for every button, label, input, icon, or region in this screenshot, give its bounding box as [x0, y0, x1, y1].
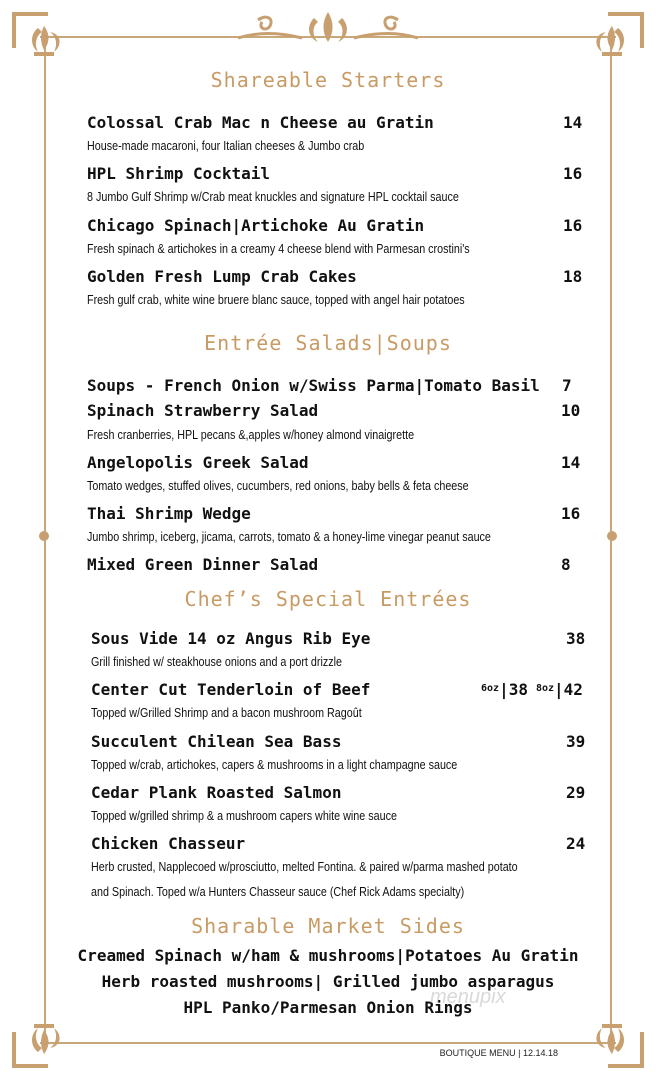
menu-item-price: 8 — [561, 555, 571, 574]
menu-item-description: Tomato wedges, stuffed olives, cucumbers, red onions, baby bells & feta cheese — [87, 479, 469, 493]
menu-item-name: Thai Shrimp Wedge — [87, 504, 251, 523]
menu-item-description: Topped w/crab, artichokes, capers & mushrooms in a light champagne sauce — [91, 758, 458, 772]
menu-item-description: Topped w/Grilled Shrimp and a bacon mushroom Ragoût — [91, 706, 362, 720]
menu-item-name: Soups - French Onion w/Swiss Parma|Tomato Basil — [87, 376, 540, 395]
scroll-ornament-icon — [218, 8, 438, 52]
size-price: |42 — [554, 680, 583, 699]
menu-item-description: 8 Jumbo Gulf Shrimp w/Crab meat knuckles and signature HPL cocktail sauce — [87, 190, 459, 204]
menu-item-description: Herb crusted, Napplecoed w/prosciutto, melted Fontina. & paired w/parma mashed potato — [91, 860, 518, 874]
section-title-chefs-specials: Chef’s Special Entrées — [184, 587, 472, 611]
menu-item-price: 24 — [566, 834, 586, 853]
menu-item-description: Fresh spinach & artichokes in a creamy 4 cheese blend with Parmesan crostini's — [87, 242, 470, 256]
menu-item-name: Sous Vide 14 oz Angus Rib Eye — [91, 629, 371, 648]
menu-item-price: 16 — [563, 216, 583, 235]
side-dot-ornament — [607, 531, 617, 541]
menu-item-description: Fresh cranberries, HPL pecans &,apples w/honey almond vinaigrette — [87, 428, 415, 442]
menu-item-name: HPL Shrimp Cocktail — [87, 164, 271, 183]
menu-item-price: 29 — [566, 783, 586, 802]
menu-item-price: 16 — [563, 164, 583, 183]
side-dot-ornament — [39, 531, 49, 541]
side-dish-line: Herb roasted mushrooms| Grilled jumbo asparagus — [101, 972, 555, 991]
menu-item-description: House-made macaroni, four Italian cheeses & Jumbo crab — [87, 139, 365, 153]
menu-item-name: Center Cut Tenderloin of Beef — [91, 680, 371, 699]
menu-item-description: and Spinach. Toped w/a Hunters Chasseur sauce (Chef Rick Adams specialty) — [91, 885, 465, 899]
watermark-text: menupix — [430, 986, 506, 1008]
menu-item-price: 16 — [561, 504, 581, 523]
menu-item-price: 7 — [562, 376, 572, 395]
section-title-salads-soups: Entrée Salads|Soups — [204, 331, 452, 355]
menu-item-name: Spinach Strawberry Salad — [87, 401, 319, 420]
size-label: 8oz — [535, 683, 555, 694]
menu-item-price: 14 — [561, 453, 581, 472]
menu-item-price: 38 — [566, 629, 586, 648]
menu-item-price: 18 — [563, 267, 583, 286]
side-dish-line: Creamed Spinach w/ham & mushrooms|Potatoes Au Gratin — [77, 946, 579, 965]
footer-label: BOUTIQUE MENU | 12.14.18 — [439, 1048, 558, 1058]
size-price: |38 — [499, 680, 528, 699]
section-title-market-sides: Sharable Market Sides — [191, 914, 465, 938]
menu-item-name: Succulent Chilean Sea Bass — [91, 732, 342, 751]
menu-item-name: Golden Fresh Lump Crab Cakes — [87, 267, 357, 286]
menu-item-description: Fresh gulf crab, white wine bruere blanc sauce, topped with angel hair potatoes — [87, 293, 465, 307]
side-dish-line: HPL Panko/Parmesan Onion Rings — [183, 998, 473, 1017]
frame-bottom-border — [40, 1042, 616, 1044]
menu-item-price: 39 — [566, 732, 586, 751]
menu-item-description: Jumbo shrimp, iceberg, jicama, carrots, tomato & a honey-lime vinegar peanut sauce — [87, 530, 491, 544]
menu-item-price: 14 — [563, 113, 583, 132]
menu-item-description: Grill finished w/ steakhouse onions and a port drizzle — [91, 655, 342, 669]
menu-item-name: Cedar Plank Roasted Salmon — [91, 783, 342, 802]
menu-item-description: Topped w/grilled shrimp & a mushroom capers white wine sauce — [91, 809, 397, 823]
menu-item-name: Chicken Chasseur — [91, 834, 246, 853]
menu-item-name: Angelopolis Greek Salad — [87, 453, 309, 472]
menu-item-name: Chicago Spinach|Artichoke Au Gratin — [87, 216, 425, 235]
menu-item-name: Colossal Crab Mac n Cheese au Gratin — [87, 113, 434, 132]
section-title-starters: Shareable Starters — [210, 68, 446, 92]
size-label: 6oz — [481, 683, 500, 694]
menu-item-price: 10 — [561, 401, 581, 420]
menu-item-name: Mixed Green Dinner Salad — [87, 555, 319, 574]
menu-item-size-prices — [481, 680, 583, 699]
